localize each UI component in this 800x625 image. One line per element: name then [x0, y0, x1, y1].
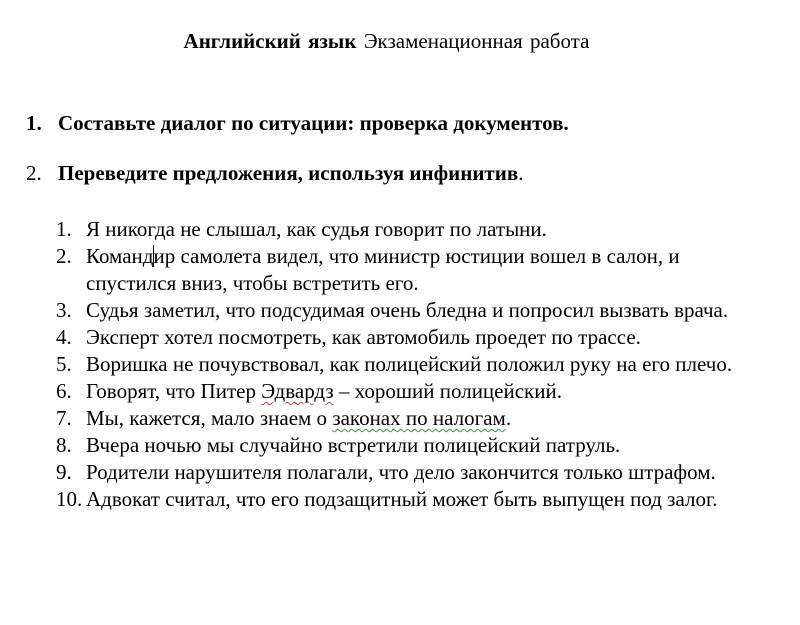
- item-text-before: Говорят, что Питер: [86, 379, 262, 403]
- list-item: [56, 378, 756, 405]
- item-text: Адвокат считал, что его подзащитный может быть выпущен под залог.: [86, 487, 718, 511]
- sentence-list: [56, 216, 756, 513]
- item-number: 7.: [56, 406, 72, 430]
- item-text-before-caret: Команд: [86, 244, 154, 268]
- task-text: Составьте диалог по ситуации: проверка документов.: [58, 111, 569, 135]
- item-number: 9.: [56, 460, 72, 484]
- task-number: 1.: [26, 111, 42, 135]
- list-item: [56, 324, 756, 351]
- list-item: [56, 459, 756, 486]
- task-2: [26, 161, 523, 185]
- item-number: 1.: [56, 217, 72, 241]
- item-number: 5.: [56, 352, 72, 376]
- list-item: [56, 486, 756, 513]
- title-subject: Английский язык: [183, 29, 357, 53]
- grammar-flagged-phrase[interactable]: законах по налогам: [332, 406, 506, 430]
- list-item: [56, 216, 756, 243]
- item-number: 6.: [56, 379, 72, 403]
- list-item: [56, 405, 756, 432]
- item-text: Воришка не почувствовал, как полицейский положил руку на его плечо.: [86, 352, 733, 376]
- item-text: Судья заметил, что подсудимая очень бледна и попросил вызвать врача.: [86, 298, 729, 322]
- item-text: Эксперт хотел посмотреть, как автомобиль проедет по трассе.: [86, 325, 641, 349]
- spelling-flagged-word[interactable]: Эдвардз: [261, 379, 334, 403]
- list-item: [56, 243, 756, 297]
- task-trailing-period: .: [518, 161, 524, 185]
- title-rest: Экзаменационная работа: [363, 29, 590, 53]
- list-item: [56, 297, 756, 324]
- document-title: [0, 29, 773, 53]
- list-item: [56, 432, 756, 459]
- item-number: 8.: [56, 433, 72, 457]
- item-text-after-caret: ир самолета видел, что министр юстиции вошел в салон, и спустился вниз, чтобы встретить его.: [86, 244, 680, 295]
- task-number: 2.: [26, 161, 42, 185]
- item-text: Родители нарушителя полагали, что дело закончится только штрафом.: [86, 460, 716, 484]
- item-number: 3.: [56, 298, 72, 322]
- item-number: 4.: [56, 325, 72, 349]
- item-number: 2.: [56, 244, 72, 268]
- item-number: 10.: [56, 487, 83, 511]
- task-1: [26, 111, 569, 135]
- item-text: Я никогда не слышал, как судья говорит по латыни.: [86, 217, 547, 241]
- list-item: [56, 351, 756, 378]
- task-text: Переведите предложения, используя инфинитив: [58, 161, 519, 185]
- item-text: Вчера ночью мы случайно встретили полицейский патруль.: [86, 433, 621, 457]
- item-text-after: – хороший полицейский.: [333, 379, 562, 403]
- item-text-after: .: [505, 406, 512, 430]
- item-text-before: Мы, кажется, мало знаем о: [86, 406, 333, 430]
